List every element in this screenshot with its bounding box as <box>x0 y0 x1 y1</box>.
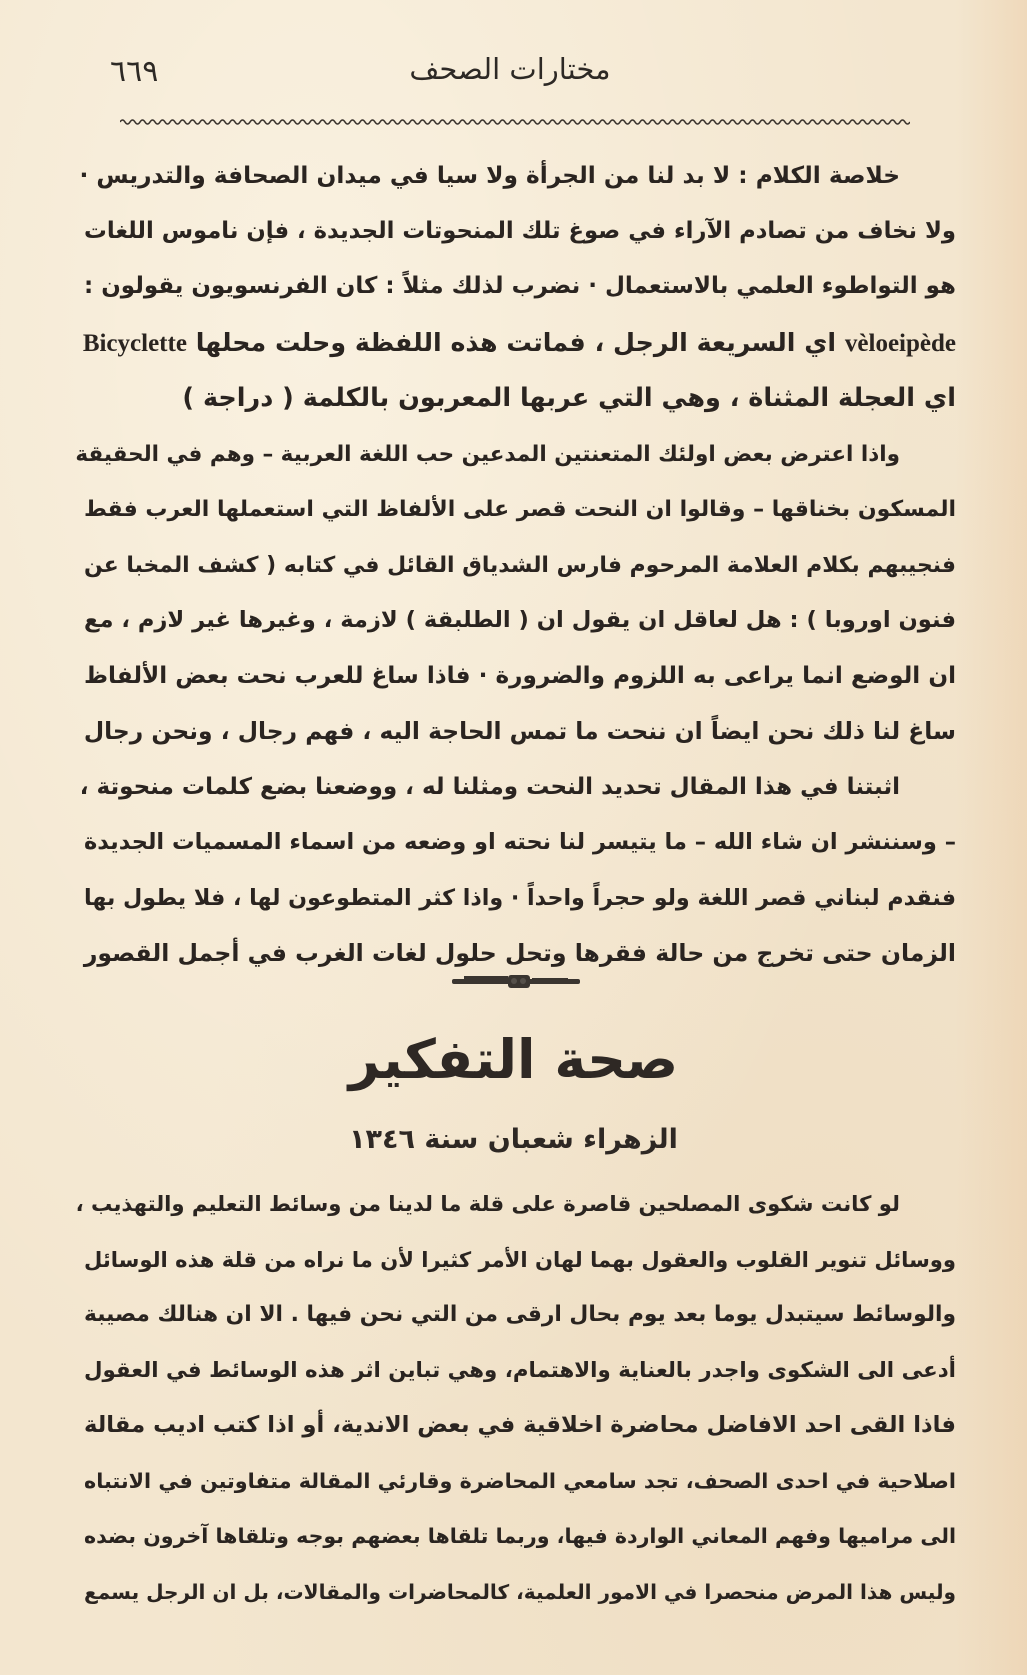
latin-term: vèloeipède <box>844 329 956 357</box>
arabic-text: اي السريعة الرجل ، فماتت هذه اللفظة وحلت محلها <box>195 326 837 357</box>
text-line: واذا اعترض بعض اولئك المتعنتين المدعين حب اللغة العربية – وهم في الحقيقة <box>75 441 900 467</box>
text-line: ووسائل تنوير القلوب والعقول بهما لهان الأمر كثيرا لأن ما نراه من قلة هذه الوسائل <box>84 1246 956 1272</box>
text-line: الى مراميها وفهم المعاني الواردة فيها، وربما تلقاها بعضهم بوجه وتلقاها آخرون بضده <box>84 1524 956 1548</box>
article-source: الزهراء شعبان سنة ١٣٤٦ <box>349 1124 678 1155</box>
running-title: مختارات الصحف <box>409 52 611 86</box>
text-line: خلاصة الكلام : لا بد لنا من الجرأة ولا سيا في ميدان الصحافة والتدريس · <box>79 162 900 189</box>
section-divider-ornament <box>450 970 582 992</box>
article-2-body <box>75 1176 956 1620</box>
paragraph <box>79 148 956 427</box>
text-line: اثبتنا في هذا المقال تحديد النحت ومثلنا له ، ووضعنا بضع كلمات منحوتة ، <box>79 773 900 800</box>
text-line: فاذا القى احد الافاضل محاضرة اخلاقية في بعض الاندية، أو اذا كتب اديب مقالة <box>84 1412 956 1438</box>
text-line: فنقدم لبناني قصر اللغة ولو حجراً واحداً · واذا كثر المتطوعون لها ، فلا يطول بها <box>84 884 956 911</box>
text-line: الزمان حتى تخرج من حالة فقرها وتحل حلول لغات الغرب في أجمل القصور <box>83 939 956 967</box>
text-line: المسكون بخناقها – وقالوا ان النحت قصر على الألفاظ التي استعملها العرب فقط <box>84 497 956 522</box>
wavy-rule-divider <box>120 118 910 126</box>
text-line: أدعى الى الشكوى واجدر بالعناية والاهتمام، وهي تباين اثر هذه الوسائط في العقول <box>84 1357 956 1383</box>
latin-term: Bicyclette <box>82 329 187 357</box>
text-line: ولا نخاف من تصادم الآراء في صوغ تلك المنحوتات الجديدة ، فإن ناموس اللغات <box>84 217 956 244</box>
text-line: ان الوضع انما يراعى به اللزوم والضرورة · فاذا ساغ للعرب نحت بعض الألفاظ <box>84 662 956 689</box>
article-1-conclusion <box>75 148 956 982</box>
text-line: هو التواطوء العلمي بالاستعمال · نضرب لذلك مثلاً : كان الفرنسويون يقولون : <box>84 273 956 299</box>
text-line: ساغ لنا ذلك نحن ايضاً ان ننحت ما تمس الحاجة اليه ، فهم رجال ، ونحن رجال <box>83 717 956 745</box>
page-number: ٦٦٩ <box>110 54 159 89</box>
text-line: فنجيبهم بكلام العلامة المرحوم فارس الشدياق القائل في كتابه ( كشف المخبا عن <box>84 552 956 578</box>
paragraph <box>79 760 956 982</box>
text-line: – وسننشر ان شاء الله – ما يتيسر لنا نحته او وضعه من اسماء المسميات الجديدة <box>84 829 956 855</box>
text-line: وليس هذا المرض منحصرا في الامور العلمية، كالمحاضرات والمقالات، بل ان الرجل يسمع <box>83 1579 956 1604</box>
paragraph <box>75 427 956 760</box>
running-head <box>110 52 910 96</box>
text-line: لو كانت شكوى المصلحين قاصرة على قلة ما لدينا من وسائط التعليم والتهذيب ، <box>75 1191 900 1216</box>
article-title: صحة التفكير <box>348 1028 679 1091</box>
text-line: والوسائط سيتبدل يوما بعد يوم بحال ارقى من التي نحن فيها . الا ان هنالك مصيبة <box>84 1302 956 1327</box>
text-line: فنون اوروبا ) : هل لعاقل ان يقول ان ( الطلبقة ) لازمة ، وغيرها غير لازم ، مع <box>84 607 956 633</box>
text-line: اصلاحية في احدى الصحف، تجد سامعي المحاضرة وقارئي المقالة متفاوتين في الانتباه <box>84 1468 956 1493</box>
paragraph <box>75 1176 956 1620</box>
text-line-mixed <box>84 315 956 372</box>
text-line: اي العجلة المثناة ، وهي التي عربها المعربون بالكلمة ( دراجة ) <box>182 383 956 413</box>
